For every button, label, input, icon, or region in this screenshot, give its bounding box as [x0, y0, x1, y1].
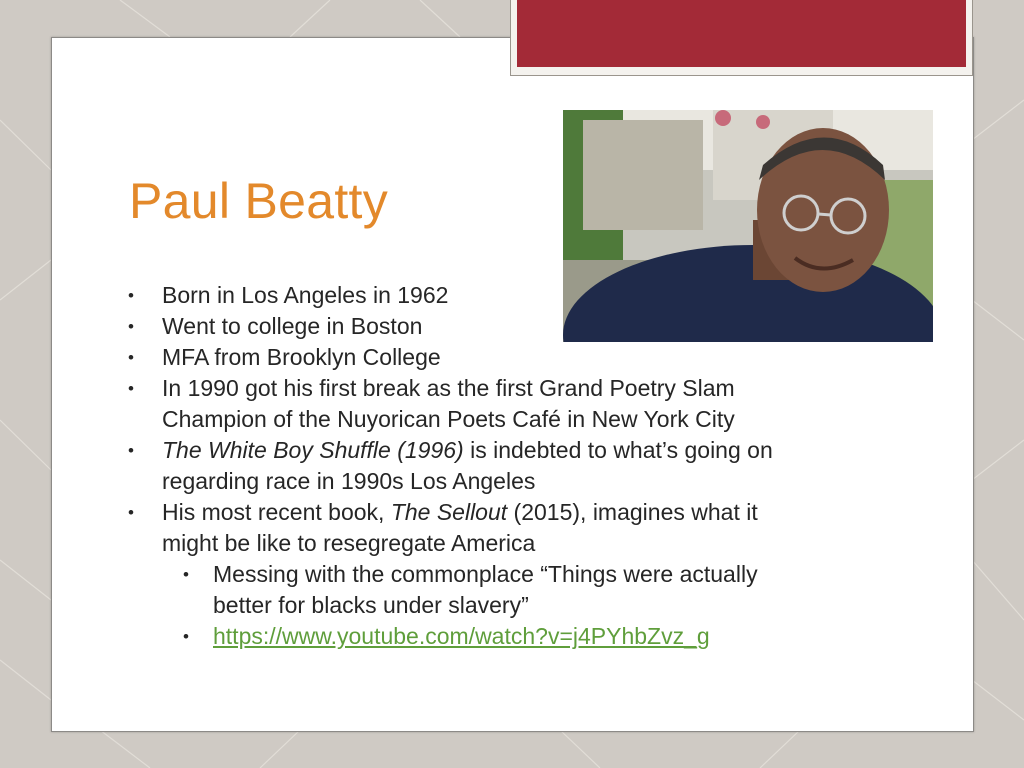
- bullet-list: [128, 280, 928, 652]
- bullet-mfa: • MFA from Brooklyn College: [128, 344, 441, 370]
- bullet-birth: • Born in Los Angeles in 1962: [128, 282, 449, 308]
- book-title-white-boy-shuffle: The White Boy Shuffle (1996): [162, 437, 464, 463]
- slide-title: Paul Beatty: [129, 173, 389, 229]
- book-title-sellout: The Sellout: [390, 499, 508, 525]
- youtube-link[interactable]: https://www.youtube.com/watch?v=j4PYhbZvz_g: [213, 623, 710, 649]
- sub-bullet-commonplace: • Messing with the commonplace “Things were actually better for blacks under slavery”: [183, 561, 758, 618]
- header-accent-tab: [510, 0, 973, 76]
- bullet-white-boy-shuffle: • The White Boy Shuffle (1996) is indebted to what’s going on regarding race in 1990s Los Angeles: [128, 437, 773, 494]
- header-accent-bar: [517, 0, 966, 67]
- bullet-college: • Went to college in Boston: [128, 313, 423, 339]
- sub-bullet-youtube: • https://www.youtube.com/watch?v=j4PYhbZvz_g: [183, 623, 710, 649]
- bullet-sellout: • His most recent book, The Sellout (2015), imagines what it might be like to resegregate America: [128, 499, 758, 556]
- bullet-poetry-slam: • In 1990 got his first break as the first Grand Poetry Slam Champion of the Nuyorican Poets Café in New York City: [128, 375, 735, 432]
